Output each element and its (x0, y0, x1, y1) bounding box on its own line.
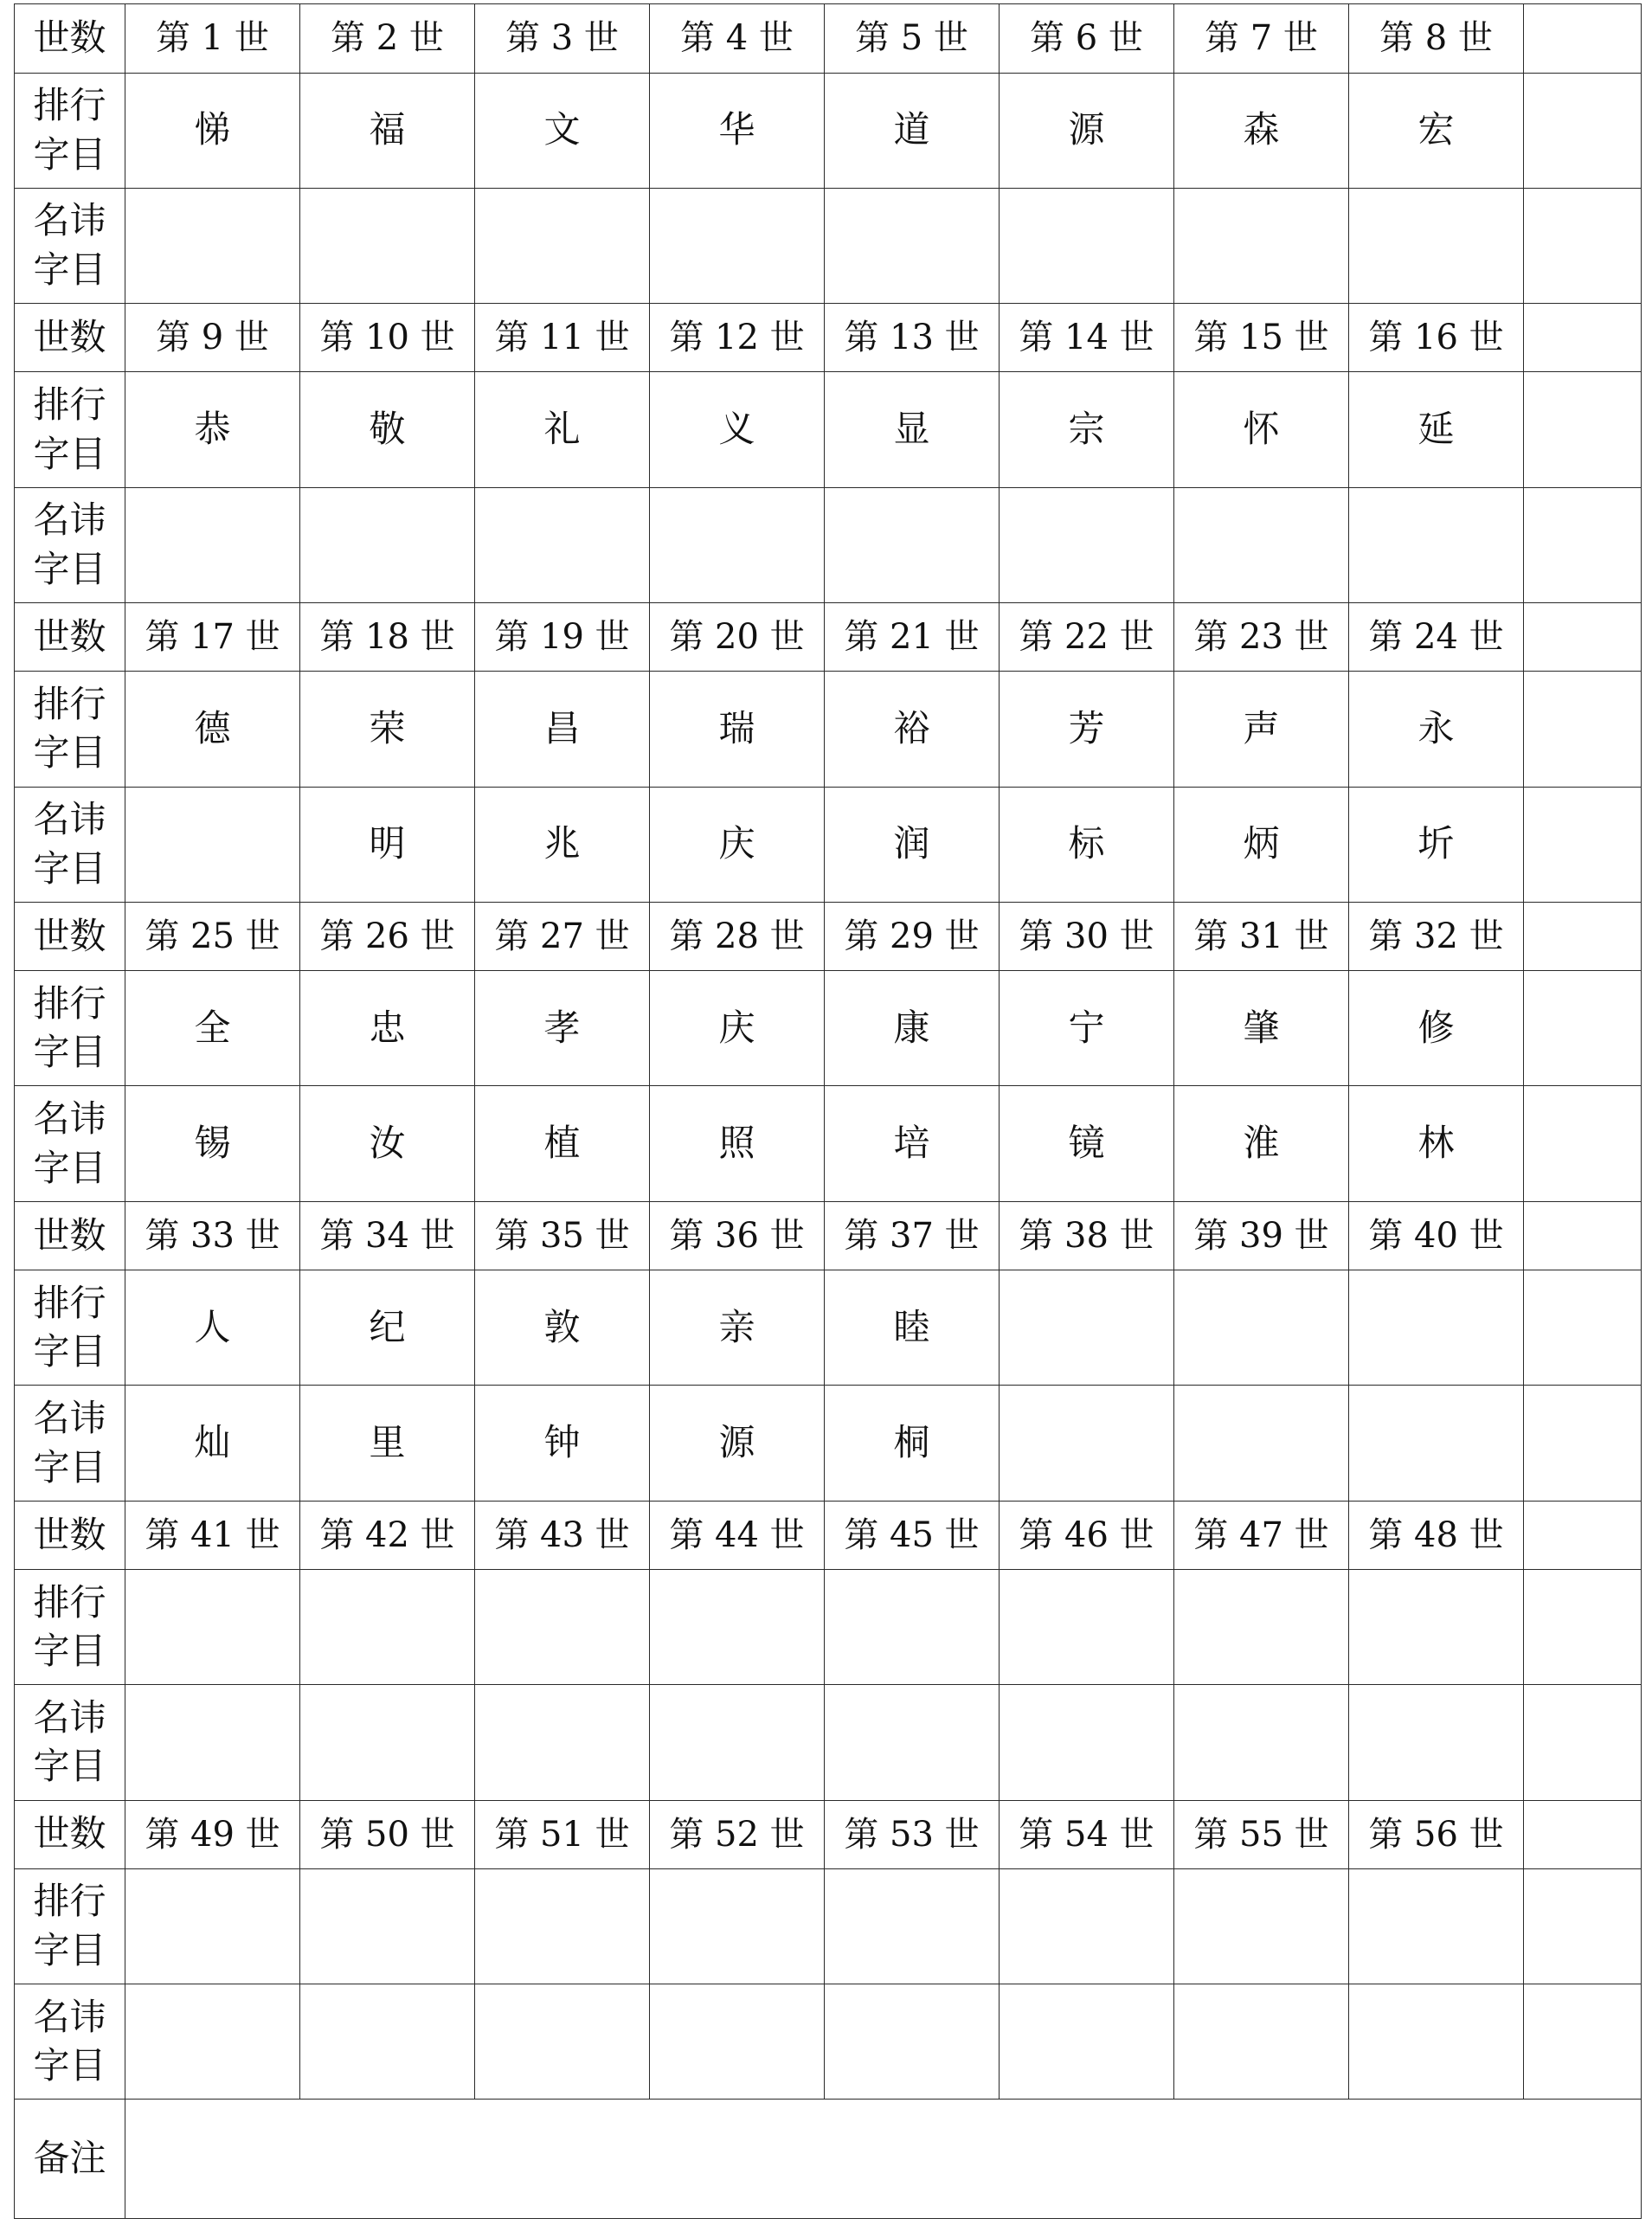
rank-char-cell (1349, 1270, 1524, 1386)
name-char-cell (1174, 487, 1349, 602)
name-char-cell: 锡 (125, 1086, 300, 1201)
generation-cell (1524, 303, 1642, 372)
generation-cell (1524, 1201, 1642, 1270)
generation-label: 世数 (15, 1501, 125, 1570)
generation-cell: 第 35 世 (475, 1201, 650, 1270)
rank-char-cell (1524, 1869, 1642, 1984)
name-char-label (15, 487, 125, 602)
remarks-value-cell (125, 2100, 1642, 2219)
rank-char-cell (300, 1869, 475, 1984)
generation-cell: 第 26 世 (300, 902, 475, 971)
name-char-cell (825, 1685, 1000, 1800)
generation-cell: 第 4 世 (650, 4, 825, 74)
name-char-cell: 庆 (650, 787, 825, 902)
name-char-label-line-1: 名讳 (33, 1396, 106, 1439)
rank-char-row (15, 971, 1642, 1086)
name-char-cell (125, 1685, 300, 1800)
generation-cell: 第 33 世 (125, 1201, 300, 1270)
name-char-cell (1524, 1685, 1642, 1800)
name-char-cell (1000, 1984, 1174, 2100)
generation-cell: 第 50 世 (300, 1800, 475, 1869)
rank-char-cell (1174, 1869, 1349, 1984)
generation-cell: 第 39 世 (1174, 1201, 1349, 1270)
rank-char-cell (1524, 672, 1642, 787)
generation-row (15, 303, 1642, 372)
generation-cell: 第 41 世 (125, 1501, 300, 1570)
rank-char-label-line-2: 字目 (33, 1031, 106, 1074)
rank-char-label (15, 672, 125, 787)
name-char-cell (1174, 1685, 1349, 1800)
name-char-cell (1524, 188, 1642, 303)
rank-char-cell: 芳 (1000, 672, 1174, 787)
name-char-label-line-2: 字目 (33, 2044, 106, 2087)
generation-cell: 第 14 世 (1000, 303, 1174, 372)
name-char-cell (1174, 188, 1349, 303)
generation-cell: 第 12 世 (650, 303, 825, 372)
rank-char-label (15, 971, 125, 1086)
name-char-label-line-1: 名讳 (33, 1096, 106, 1140)
generation-cell: 第 16 世 (1349, 303, 1524, 372)
generation-cell: 第 25 世 (125, 902, 300, 971)
rank-char-cell: 全 (125, 971, 300, 1086)
generation-cell (1524, 902, 1642, 971)
name-char-cell (650, 1984, 825, 2100)
generation-cell: 第 43 世 (475, 1501, 650, 1570)
generation-cell: 第 22 世 (1000, 602, 1174, 672)
generation-row (15, 902, 1642, 971)
rank-char-cell: 怀 (1174, 372, 1349, 487)
rank-char-label-line-2: 字目 (33, 432, 106, 475)
generation-cell: 第 7 世 (1174, 4, 1349, 74)
rank-char-cell: 荣 (300, 672, 475, 787)
rank-char-cell: 显 (825, 372, 1000, 487)
generation-row (15, 602, 1642, 672)
rank-char-cell: 悌 (125, 73, 300, 188)
rank-char-label (15, 1270, 125, 1386)
rank-char-cell: 修 (1349, 971, 1524, 1086)
rank-char-cell (1524, 1570, 1642, 1685)
name-char-label-line-2: 字目 (33, 846, 106, 890)
generation-cell: 第 29 世 (825, 902, 1000, 971)
rank-char-cell: 义 (650, 372, 825, 487)
rank-char-cell: 宗 (1000, 372, 1174, 487)
generation-cell: 第 20 世 (650, 602, 825, 672)
rank-char-label (15, 1869, 125, 1984)
name-char-cell (1524, 787, 1642, 902)
name-char-cell: 明 (300, 787, 475, 902)
name-char-cell: 里 (300, 1386, 475, 1501)
generation-cell: 第 34 世 (300, 1201, 475, 1270)
rank-char-row (15, 1270, 1642, 1386)
name-char-cell (825, 1984, 1000, 2100)
name-char-label-line-2: 字目 (33, 547, 106, 590)
rank-char-cell: 道 (825, 73, 1000, 188)
generation-cell: 第 18 世 (300, 602, 475, 672)
rank-char-cell (1524, 1270, 1642, 1386)
name-char-label-line-1: 名讳 (33, 797, 106, 840)
generation-label: 世数 (15, 902, 125, 971)
rank-char-cell (825, 1570, 1000, 1685)
rank-char-cell (650, 1570, 825, 1685)
rank-char-label-line-1: 排行 (33, 83, 106, 126)
name-char-cell (650, 487, 825, 602)
generation-cell: 第 17 世 (125, 602, 300, 672)
rank-char-label (15, 372, 125, 487)
rank-char-cell (475, 1869, 650, 1984)
generation-cell: 第 55 世 (1174, 1800, 1349, 1869)
rank-char-cell: 福 (300, 73, 475, 188)
rank-char-cell: 延 (1349, 372, 1524, 487)
table-body (15, 4, 1642, 2219)
name-char-cell (1000, 188, 1174, 303)
name-char-label-line-2: 字目 (33, 248, 106, 291)
generation-cell: 第 9 世 (125, 303, 300, 372)
rank-char-cell (1174, 1270, 1349, 1386)
rank-char-cell (125, 1869, 300, 1984)
name-char-row (15, 188, 1642, 303)
rank-char-cell: 敬 (300, 372, 475, 487)
name-char-label-line-1: 名讳 (33, 199, 106, 242)
rank-char-label-line-2: 字目 (33, 1929, 106, 1972)
generation-cell: 第 44 世 (650, 1501, 825, 1570)
name-char-label (15, 1086, 125, 1201)
generation-cell: 第 19 世 (475, 602, 650, 672)
name-char-cell (1174, 1386, 1349, 1501)
name-char-cell (125, 1984, 300, 2100)
name-char-cell: 钟 (475, 1386, 650, 1501)
rank-char-cell (1349, 1570, 1524, 1685)
rank-char-cell: 康 (825, 971, 1000, 1086)
rank-char-cell: 睦 (825, 1270, 1000, 1386)
generation-cell: 第 2 世 (300, 4, 475, 74)
name-char-cell (1349, 188, 1524, 303)
generation-cell: 第 47 世 (1174, 1501, 1349, 1570)
name-char-cell (300, 1984, 475, 2100)
rank-char-label-line-2: 字目 (33, 731, 106, 775)
remarks-row (15, 2100, 1642, 2219)
name-char-cell: 润 (825, 787, 1000, 902)
rank-char-label-line-2: 字目 (33, 1330, 106, 1373)
name-char-row (15, 1386, 1642, 1501)
generation-cell: 第 49 世 (125, 1800, 300, 1869)
generation-label: 世数 (15, 4, 125, 74)
name-char-cell: 培 (825, 1086, 1000, 1201)
generation-cell (1524, 602, 1642, 672)
name-char-label-line-1: 名讳 (33, 1695, 106, 1739)
name-char-cell: 灿 (125, 1386, 300, 1501)
generation-cell: 第 23 世 (1174, 602, 1349, 672)
rank-char-cell: 昌 (475, 672, 650, 787)
generation-label: 世数 (15, 1201, 125, 1270)
generation-label: 世数 (15, 1800, 125, 1869)
name-char-cell: 植 (475, 1086, 650, 1201)
generation-cell: 第 13 世 (825, 303, 1000, 372)
generation-cell: 第 21 世 (825, 602, 1000, 672)
generation-cell: 第 53 世 (825, 1800, 1000, 1869)
rank-char-cell: 敦 (475, 1270, 650, 1386)
name-char-label (15, 1685, 125, 1800)
name-char-cell (1349, 1386, 1524, 1501)
rank-char-label-line-1: 排行 (33, 1880, 106, 1923)
name-char-cell: 圻 (1349, 787, 1524, 902)
name-char-cell (475, 1685, 650, 1800)
generation-cell: 第 31 世 (1174, 902, 1349, 971)
name-char-cell: 照 (650, 1086, 825, 1201)
rank-char-cell (1174, 1570, 1349, 1685)
name-char-label-line-1: 名讳 (33, 1995, 106, 2038)
rank-char-cell (1349, 1869, 1524, 1984)
name-char-cell: 林 (1349, 1086, 1524, 1201)
name-char-cell (1524, 1086, 1642, 1201)
rank-char-label (15, 73, 125, 188)
rank-char-cell: 华 (650, 73, 825, 188)
name-char-cell (1349, 1984, 1524, 2100)
name-char-cell: 镜 (1000, 1086, 1174, 1201)
generation-cell: 第 1 世 (125, 4, 300, 74)
generation-cell: 第 36 世 (650, 1201, 825, 1270)
name-char-cell (1349, 487, 1524, 602)
name-char-cell (1174, 1984, 1349, 2100)
remarks-label: 备注 (15, 2100, 125, 2219)
rank-char-cell: 孝 (475, 971, 650, 1086)
rank-char-label-line-2: 字目 (33, 1630, 106, 1673)
name-char-label-line-1: 名讳 (33, 498, 106, 542)
rank-char-label-line-1: 排行 (33, 1281, 106, 1324)
generation-cell: 第 8 世 (1349, 4, 1524, 74)
name-char-label-line-2: 字目 (33, 1745, 106, 1788)
rank-char-cell: 宏 (1349, 73, 1524, 188)
name-char-row (15, 487, 1642, 602)
rank-char-cell: 源 (1000, 73, 1174, 188)
generation-cell: 第 5 世 (825, 4, 1000, 74)
generation-cell: 第 38 世 (1000, 1201, 1174, 1270)
generation-label: 世数 (15, 303, 125, 372)
rank-char-row (15, 1570, 1642, 1685)
name-char-label-line-2: 字目 (33, 1146, 106, 1189)
rank-char-cell: 亲 (650, 1270, 825, 1386)
rank-char-cell: 礼 (475, 372, 650, 487)
generation-row (15, 1501, 1642, 1570)
generation-cell (1524, 1501, 1642, 1570)
name-char-row (15, 1685, 1642, 1800)
generation-cell: 第 28 世 (650, 902, 825, 971)
name-char-cell (1524, 1984, 1642, 2100)
rank-char-label-line-1: 排行 (33, 981, 106, 1025)
name-char-cell: 汝 (300, 1086, 475, 1201)
name-char-cell (1000, 1386, 1174, 1501)
rank-char-cell: 裕 (825, 672, 1000, 787)
rank-char-cell (825, 1869, 1000, 1984)
generation-label: 世数 (15, 602, 125, 672)
rank-char-cell: 瑞 (650, 672, 825, 787)
rank-char-cell (1524, 372, 1642, 487)
name-char-cell (475, 487, 650, 602)
name-char-cell (1000, 487, 1174, 602)
rank-char-cell (1524, 73, 1642, 188)
rank-char-cell: 纪 (300, 1270, 475, 1386)
name-char-label-line-2: 字目 (33, 1445, 106, 1489)
name-char-cell (125, 787, 300, 902)
rank-char-cell: 庆 (650, 971, 825, 1086)
rank-char-cell: 忠 (300, 971, 475, 1086)
name-char-cell (300, 487, 475, 602)
generation-cell: 第 40 世 (1349, 1201, 1524, 1270)
rank-char-row (15, 672, 1642, 787)
generation-cell: 第 51 世 (475, 1800, 650, 1869)
generation-cell: 第 27 世 (475, 902, 650, 971)
generation-cell: 第 45 世 (825, 1501, 1000, 1570)
name-char-cell (475, 188, 650, 303)
generation-cell: 第 11 世 (475, 303, 650, 372)
name-char-cell: 淮 (1174, 1086, 1349, 1201)
name-char-cell (650, 188, 825, 303)
rank-char-cell: 声 (1174, 672, 1349, 787)
generation-name-table (14, 3, 1642, 2219)
rank-char-cell: 宁 (1000, 971, 1174, 1086)
name-char-cell (650, 1685, 825, 1800)
rank-char-cell (1000, 1570, 1174, 1685)
name-char-row (15, 1086, 1642, 1201)
genealogy-sheet (14, 3, 1641, 2219)
generation-cell: 第 24 世 (1349, 602, 1524, 672)
generation-row (15, 4, 1642, 74)
generation-cell: 第 37 世 (825, 1201, 1000, 1270)
rank-char-cell (1524, 971, 1642, 1086)
rank-char-cell: 永 (1349, 672, 1524, 787)
rank-char-cell: 文 (475, 73, 650, 188)
name-char-cell (300, 188, 475, 303)
name-char-row (15, 1984, 1642, 2100)
generation-cell: 第 6 世 (1000, 4, 1174, 74)
name-char-cell (1524, 487, 1642, 602)
rank-char-label-line-1: 排行 (33, 682, 106, 725)
rank-char-cell (125, 1570, 300, 1685)
name-char-cell (300, 1685, 475, 1800)
rank-char-cell: 肇 (1174, 971, 1349, 1086)
generation-cell: 第 42 世 (300, 1501, 475, 1570)
rank-char-label-line-1: 排行 (33, 383, 106, 426)
rank-char-label (15, 1570, 125, 1685)
name-char-cell (125, 487, 300, 602)
name-char-label (15, 787, 125, 902)
generation-cell: 第 3 世 (475, 4, 650, 74)
name-char-cell (475, 1984, 650, 2100)
rank-char-cell (1000, 1270, 1174, 1386)
name-char-label (15, 1984, 125, 2100)
name-char-cell: 源 (650, 1386, 825, 1501)
name-char-cell (1349, 1685, 1524, 1800)
generation-cell: 第 32 世 (1349, 902, 1524, 971)
rank-char-cell (1000, 1869, 1174, 1984)
rank-char-row (15, 372, 1642, 487)
name-char-cell (825, 188, 1000, 303)
name-char-cell: 炳 (1174, 787, 1349, 902)
name-char-cell (125, 188, 300, 303)
name-char-cell (825, 487, 1000, 602)
name-char-label (15, 1386, 125, 1501)
rank-char-label-line-1: 排行 (33, 1580, 106, 1624)
generation-cell: 第 30 世 (1000, 902, 1174, 971)
generation-cell (1524, 4, 1642, 74)
rank-char-cell (475, 1570, 650, 1685)
rank-char-row (15, 1869, 1642, 1984)
generation-cell: 第 10 世 (300, 303, 475, 372)
name-char-cell (1000, 1685, 1174, 1800)
rank-char-cell (650, 1869, 825, 1984)
generation-cell (1524, 1800, 1642, 1869)
generation-cell: 第 15 世 (1174, 303, 1349, 372)
generation-cell: 第 48 世 (1349, 1501, 1524, 1570)
rank-char-label-line-2: 字目 (33, 132, 106, 176)
rank-char-cell: 森 (1174, 73, 1349, 188)
generation-cell: 第 54 世 (1000, 1800, 1174, 1869)
name-char-row (15, 787, 1642, 902)
name-char-label (15, 188, 125, 303)
rank-char-cell (300, 1570, 475, 1685)
generation-cell: 第 52 世 (650, 1800, 825, 1869)
rank-char-cell: 恭 (125, 372, 300, 487)
name-char-cell: 桐 (825, 1386, 1000, 1501)
rank-char-row (15, 73, 1642, 188)
rank-char-cell: 人 (125, 1270, 300, 1386)
name-char-cell: 兆 (475, 787, 650, 902)
generation-row (15, 1800, 1642, 1869)
rank-char-cell: 德 (125, 672, 300, 787)
generation-cell: 第 46 世 (1000, 1501, 1174, 1570)
name-char-cell: 标 (1000, 787, 1174, 902)
name-char-cell (1524, 1386, 1642, 1501)
generation-cell: 第 56 世 (1349, 1800, 1524, 1869)
generation-row (15, 1201, 1642, 1270)
